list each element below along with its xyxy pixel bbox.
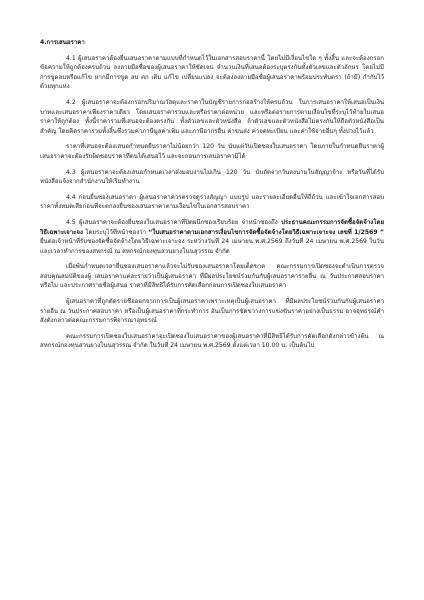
paragraph-4-5-end: ยื่นต่อเจ้าหน้าที่รับซองจัดซื้อจัดจ้างโดยวิธีเฉพาะเจาะจง ระหว่างวันที่ 24 เมษายน พ.ศ.2569 ถึงวันที่ 24 เมษายน พ.ศ.2569 ในวันและเวลาทำการของสหกรณ์ ณ สหกรณ์กองทุนสวนยางโนนสุวรรณ จำกัด xyxy=(40,238,384,255)
paragraph-4-5-mid: โดยระบุไว้ที่หน้าซองว่า xyxy=(85,228,147,236)
section-heading: 4.การเสนอราคา xyxy=(40,39,85,46)
addressee-bold: ประธานคณะกรรมการจัดซื้อจัดจ้างโดยวิธีเฉพาะเจาะจง xyxy=(40,218,385,236)
paragraph-4-1: 4.1 ผู้เสนอราคาต้องยื่นเสนอราคาตามแบบที่กำหนดไว้ในเอกสารสอบราคานี้ โดยไม่มีเงื่อนไขใด ๆ ทั้งสิ้น และจะต้องกรอกข้อความให้ถูกต้องครบถ้วน ลงลายมือชื่อของผู้เสนอราคาให้ชัดเจน จำนวนเงินที่เสนอต้องระบุตรงกันทั้งตัวเลขและตัวอักษร โดยไม่มีการขูดลบหรือแก้ไข หากมีการขูด ลบ ตก เติม แก้ไข เปลี่ยนแปลง จะต้องลงลายมือชื่อผู้เสนอราคาพร้อมประทับตรา (ถ้ามี) กำกับไว้ด้วยทุกแห่ง xyxy=(40,54,384,91)
paragraph-price-validity: ราคาที่เสนอจะต้องเสนอกำหนดยืนราคาไม่น้อยกว่า 120 วัน นับแต่วันเปิดซองใบเสนอราคา โดยภายในกำหนดยืนราคาผู้เสนอราคาจะต้องรับผิดชอบราคาที่ตนได้เสนอไว้ และจะถอนการเสนอราคามิได้ xyxy=(40,143,384,160)
paragraph-4-3: 4.3 ผู้เสนอราคาจะต้องเสนอกำหนดเวลาส่งมอบงานไม่เกิน 120 วัน นับถัดจากวันลงนามในสัญญาจ้าง หรือวันที่ได้รับหนังสือแจ้งจากสำนักงานให้เริ่มทำงาน xyxy=(40,168,384,186)
paragraph-4-2: 4.2 ผู้เสนอราคาจะต้องกรอกปริมาณวัสดุและราคาในบัญชีรายการก่อสร้างให้ครบถ้วน ในการเสนอราคาให้เสนอเป็นเงินบาทและเสนอราคาเพียงราคาเดียว โดยเสนอราคารวมและหรือราคาต่อหน่วย และหรือต่อรายการตามเงื่อนไขที่ระบุไว้ท้ายใบเสนอราคาให้ถูกต้อง ทั้งนี้ราคารวมที่เสนอจะต้องตรงกัน ทั้งตัวเลขและตัวหนังสือ ถ้าตัวเลขและตัวหนังสือไม่ตรงกันให้ถือตัวหนังสือเป็นสำคัญ โดยคิดราคารวมทั้งสิ้นซึ่งรวมค่าภาษีมูลค่าเพิ่ม และภาษีอากรอื่น ค่าขนส่ง ค่าจดทะเบียน และค่าใช้จ่ายอื่นๆ ทั้งปวงไว้แล้ว xyxy=(40,98,384,135)
paragraph-opening: คณะกรรมการเปิดซองใบเสนอราคาจะเปิดซองใบเสนอราคาของผู้เสนอราคาที่มีสิทธิได้รับการคัดเลือกดังกล่าวข้างต้น ณ สหกรณ์กองทุนสวนยางโนนสุวรรณ จำกัด ในวันที่ 24 เมษายน พ.ศ.2569 ตั้งแต่เวลา 10.00 น. เป็นต้นไป xyxy=(40,332,384,350)
paragraph-4-5 xyxy=(40,218,384,256)
envelope-label-bold: “ใบเสนอราคาตามเอกสารเงื่อนไขการจัดซื้อจัดจ้างโดยวิธีเฉพาะเจาะจง เลขที่ 1/2569 ” xyxy=(148,228,384,236)
paragraph-late-bids: เมื่อพ้นกำหนดเวลายื่นซองเสนอราคาแล้วจะไม่รับซองเสนอราคาโดยเด็ดขาด คณะกรรมการเปิดซองจะดำเนินการตรวจสอบคุณสมบัติของผู้ เสนอราคาแต่ละรายว่าเป็นผู้เสนอราคา ที่มีผลประโยชน์ร่วมกันกับผู้เสนอราคารายอื่น ณ วันประกาศสอบราคาหรือไม่ และประกาศรายชื่อผู้เสนอ ราคาที่มีสิทธิได้รับการคัดเลือกก่อนการเปิดซองใบเสนอราคา xyxy=(40,263,384,290)
paragraph-4-4: 4.4 ก่อนยื่นซองเสนอราคา ผู้เสนอราคาควรตรวจดูร่างสัญญา แบบรูป และรายละเอียดอื่นให้ถี่ถ้วน และเข้าใจเอกสารสอบราคาทั้งหมดเสียก่อนที่จะตกลงยื่นซองเสนอราคาตามเงื่อนไขในเอกสารสอบราคา xyxy=(40,193,384,211)
paragraph-appeal: ผู้เสนอราคาที่ถูกตัดรายชื่อออกจากการเป็นผู้เสนอราคาเพราะเหตุเป็นผู้เสนอราคา ที่มีผลประโยชน์ร่วมกันกับผู้เสนอราคารายอื่น ณ วันประกาศสอบราคา หรือเป็นผู้เสนอราคาที่กระทำการ อันเป็นการขัดขวางการแข่งขันราคาอย่างเป็นธรรม อาจอุทธรณ์คำสั่งดังกล่าวต่อคณะกรรมการพิจารณาอุทธรณ์ xyxy=(40,298,384,325)
paragraph-4-5-intro: 4.5 ผู้เสนอราคาจะต้องยื่นซองใบเสนอราคาที่ปิดผนึกซองเรียบร้อย จ่าหน้าซองถึง xyxy=(66,218,278,226)
